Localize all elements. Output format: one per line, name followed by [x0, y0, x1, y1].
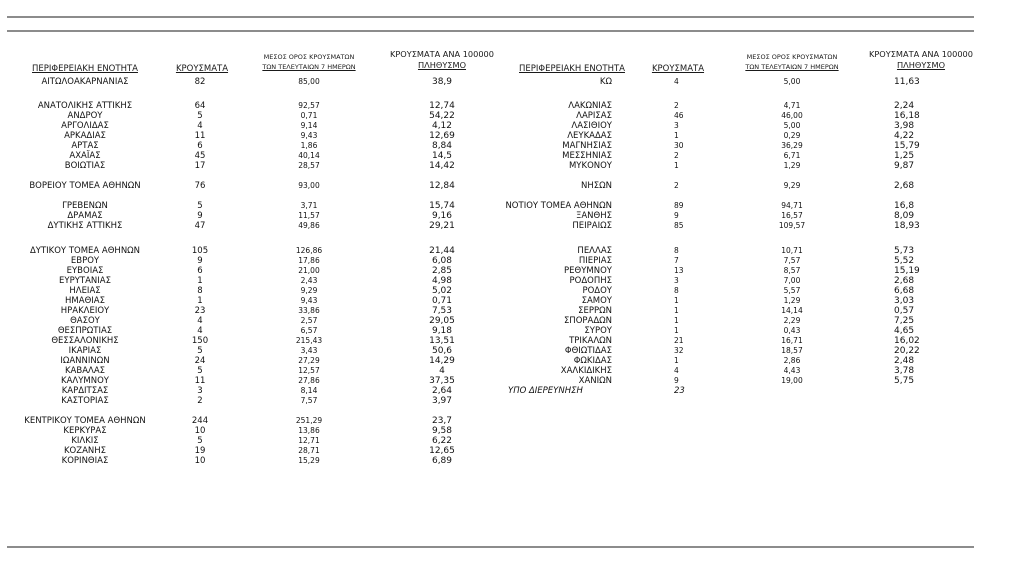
table-row	[0, 446, 512, 456]
cases-value: 13	[674, 266, 684, 275]
avg-7day-value: 9,29	[300, 286, 318, 295]
per-100k-value: 21,44	[429, 246, 455, 256]
table-row	[0, 276, 1000, 286]
region-name: ΞΑΝΘΗΣ	[576, 211, 612, 221]
header-avg-right-1: ΜΕΣΟΣ ΟΡΟΣ ΚΡΟΥΣΜΑΤΩΝ	[746, 53, 838, 61]
cases-value: 89	[674, 201, 684, 210]
per-100k-value: 4,12	[431, 121, 453, 131]
region-name: ΤΡΙΚΑΛΩΝ	[569, 336, 612, 346]
cases-value: 4	[197, 121, 203, 131]
region-name: ΔΥΤΙΚΟΥ ΤΟΜΕΑ ΑΘΗΝΩΝ	[29, 246, 141, 256]
table-row	[0, 366, 1000, 376]
cases-value: 11	[194, 376, 206, 386]
region-name: ΕΒΡΟΥ	[70, 256, 100, 266]
table-row	[0, 456, 512, 466]
per-100k-value: 3,98	[894, 121, 915, 131]
region-name: ΛΑΣΙΘΙΟΥ	[571, 121, 612, 131]
cases-value: 1	[674, 356, 679, 365]
per-100k-value: 16,02	[894, 336, 920, 346]
region-name: ΚΕΝΤΡΙΚΟΥ ΤΟΜΕΑ ΑΘΗΝΩΝ	[24, 416, 146, 426]
avg-7day-value: 40,14	[298, 151, 320, 160]
avg-7day-value: 7,57	[783, 256, 801, 265]
per-100k-value: 2,68	[894, 276, 915, 286]
avg-7day-value: 14,14	[781, 306, 803, 315]
cases-value: 76	[194, 181, 206, 191]
cases-value: 4	[674, 77, 679, 86]
region-name: ΚΟΖΑΝΗΣ	[63, 446, 107, 456]
per-100k-value: 6,22	[431, 436, 453, 446]
avg-7day-value: 6,71	[783, 151, 801, 160]
header-region-right: ΠΕΡΙΦΕΡΕΙΑΚΗ ΕΝΟΤΗΤΑ	[519, 64, 625, 74]
per-100k-value: 15,19	[894, 266, 920, 276]
table-row	[0, 426, 512, 436]
cases-value: 6	[197, 266, 203, 276]
avg-7day-value: 2,57	[300, 316, 318, 325]
region-name: ΧΑΛΚΙΔΙΚΗΣ	[560, 366, 612, 376]
per-100k-value: 50,6	[431, 346, 453, 356]
cases-value: 24	[194, 356, 206, 366]
per-100k-value: 4,65	[894, 326, 915, 336]
cases-value: 47	[194, 221, 206, 231]
avg-7day-value: 9,14	[300, 121, 318, 130]
table-row	[0, 396, 512, 406]
per-100k-value: 20,22	[894, 346, 920, 356]
header-per-left-2: ΠΛΗΘΥΣΜΟ	[417, 60, 467, 70]
table-row	[0, 201, 1000, 211]
table-row	[0, 77, 1000, 87]
cases-value: 1	[674, 161, 679, 170]
region-name: ΥΠΟ ΔΙΕΡΕΥΝΗΣΗ	[508, 386, 583, 396]
header-rule	[7, 30, 974, 32]
cases-value: 45	[194, 151, 206, 161]
region-name: ΑΡΤΑΣ	[71, 141, 99, 151]
region-name: ΔΥΤΙΚΗΣ ΑΤΤΙΚΗΣ	[47, 221, 123, 231]
avg-7day-value: 49,86	[298, 221, 320, 230]
region-name: ΘΕΣΣΑΛΟΝΙΚΗΣ	[51, 336, 119, 346]
header-per-left-1: ΚΡΟΥΣΜΑΤΑ ΑΝΑ 100000	[390, 49, 494, 59]
avg-7day-value: 6,57	[300, 326, 318, 335]
region-name: ΚΑΒΑΛΑΣ	[64, 366, 106, 376]
bottom-rule	[7, 546, 974, 548]
table-row	[0, 131, 1000, 141]
region-name: ΒΟΙΩΤΙΑΣ	[64, 161, 106, 171]
top-rule	[7, 16, 974, 18]
region-name: ΠΙΕΡΙΑΣ	[578, 256, 612, 266]
avg-7day-value: 9,29	[783, 181, 801, 190]
table-row	[0, 356, 1000, 366]
per-100k-value: 38,9	[431, 77, 453, 87]
cases-value: 9	[197, 256, 203, 266]
per-100k-value: 14,42	[429, 161, 455, 171]
avg-7day-value: 18,57	[781, 346, 803, 355]
header-avg-left-2: ΤΩΝ ΤΕΛΕΥΤΑΙΩΝ 7 ΗΜΕΡΩΝ	[262, 63, 356, 71]
per-100k-value: 3,97	[431, 396, 453, 406]
header-region-left: ΠΕΡΙΦΕΡΕΙΑΚΗ ΕΝΟΤΗΤΑ	[32, 64, 138, 74]
cases-value: 10	[194, 426, 206, 436]
per-100k-value: 29,05	[429, 316, 455, 326]
per-100k-value: 2,68	[894, 181, 915, 191]
avg-7day-value: 12,57	[298, 366, 320, 375]
cases-value: 6	[197, 141, 203, 151]
region-name: ΡΕΘΥΜΝΟΥ	[564, 266, 612, 276]
avg-7day-value: 93,00	[298, 181, 320, 190]
avg-7day-value: 3,71	[300, 201, 318, 210]
cases-value: 150	[191, 336, 209, 346]
region-name: ΣΥΡΟΥ	[584, 326, 612, 336]
region-name: ΙΩΑΝΝΙΝΩΝ	[60, 356, 110, 366]
per-100k-value: 6,68	[894, 286, 915, 296]
cases-value: 9	[674, 376, 679, 385]
avg-7day-value: 46,00	[781, 111, 803, 120]
cases-value: 5	[197, 346, 203, 356]
table-row	[0, 416, 512, 426]
cases-value: 1	[674, 326, 679, 335]
region-name: ΚΙΛΚΙΣ	[71, 436, 99, 446]
per-100k-value: 8,09	[894, 211, 915, 221]
table-row	[0, 296, 1000, 306]
avg-7day-value: 9,43	[300, 131, 318, 140]
region-name: ΦΘΙΩΤΙΔΑΣ	[564, 346, 612, 356]
avg-7day-value: 8,57	[783, 266, 801, 275]
avg-7day-value: 13,86	[298, 426, 320, 435]
cases-value: 8	[197, 286, 203, 296]
region-name: ΜΕΣΣΗΝΙΑΣ	[562, 151, 612, 161]
region-name: ΦΩΚΙΔΑΣ	[573, 356, 612, 366]
table-row	[0, 326, 1000, 336]
avg-7day-value: 251,29	[295, 416, 323, 425]
avg-7day-value: 1,86	[300, 141, 318, 150]
cases-value: 1	[674, 296, 679, 305]
region-name: ΛΑΡΙΣΑΣ	[576, 111, 612, 121]
region-name: ΓΡΕΒΕΝΩΝ	[62, 201, 108, 211]
cases-value: 5	[197, 111, 203, 121]
region-name: ΠΕΛΛΑΣ	[577, 246, 612, 256]
avg-7day-value: 12,71	[298, 436, 320, 445]
per-100k-value: 13,51	[429, 336, 455, 346]
avg-7day-value: 92,57	[298, 101, 320, 110]
avg-7day-value: 1,29	[783, 161, 801, 170]
per-100k-value: 15,74	[429, 201, 455, 211]
avg-7day-value: 126,86	[295, 246, 323, 255]
table-row	[0, 246, 1000, 256]
cases-value: 2	[674, 181, 679, 190]
avg-7day-value: 5,00	[783, 77, 801, 86]
per-100k-value: 8,84	[431, 141, 453, 151]
cases-value: 3	[674, 276, 679, 285]
avg-7day-value: 1,29	[783, 296, 801, 305]
cases-value: 2	[674, 101, 679, 110]
avg-7day-value: 27,86	[298, 376, 320, 385]
avg-7day-value: 4,43	[783, 366, 801, 375]
cases-value: 11	[194, 131, 206, 141]
table-row	[0, 221, 1000, 231]
region-name: ΚΑΣΤΟΡΙΑΣ	[61, 396, 109, 406]
per-100k-value: 4,98	[431, 276, 453, 286]
header-per-right-2: ΠΛΗΘΥΣΜΟ	[896, 60, 946, 70]
region-name: ΗΡΑΚΛΕΙΟΥ	[60, 306, 110, 316]
per-100k-value: 16,18	[894, 111, 920, 121]
per-100k-value: 5,52	[894, 256, 915, 266]
region-name: ΕΥΒΟΙΑΣ	[66, 266, 104, 276]
avg-7day-value: 7,57	[300, 396, 318, 405]
region-name: ΘΕΣΠΡΩΤΙΑΣ	[57, 326, 113, 336]
table-row	[0, 141, 1000, 151]
region-name: ΑΡΚΑΔΙΑΣ	[64, 131, 106, 141]
region-name: ΚΟΡΙΝΘΙΑΣ	[61, 456, 109, 466]
table-row	[0, 336, 1000, 346]
table-row	[0, 256, 1000, 266]
per-100k-value: 4,22	[894, 131, 915, 141]
cases-value: 9	[674, 211, 679, 220]
region-name: ΘΑΣΟΥ	[70, 316, 100, 326]
cases-value: 1	[674, 131, 679, 140]
avg-7day-value: 17,86	[298, 256, 320, 265]
region-name: ΚΑΡΔΙΤΣΑΣ	[61, 386, 109, 396]
table-row	[0, 161, 1000, 171]
cases-value: 17	[194, 161, 206, 171]
avg-7day-value: 85,00	[298, 77, 320, 86]
region-name: ΠΕΙΡΑΙΩΣ	[572, 221, 612, 231]
avg-7day-value: 21,00	[298, 266, 320, 275]
cases-value: 244	[191, 416, 209, 426]
per-100k-value: 2,24	[894, 101, 915, 111]
cases-value: 8	[674, 286, 679, 295]
avg-7day-value: 8,14	[300, 386, 318, 395]
per-100k-value: 12,84	[429, 181, 455, 191]
per-100k-value: 2,85	[431, 266, 453, 276]
per-100k-value: 2,64	[431, 386, 453, 396]
region-name: ΣΕΡΡΩΝ	[578, 306, 612, 316]
per-100k-value: 7,25	[894, 316, 915, 326]
avg-7day-value: 4,71	[783, 101, 801, 110]
per-100k-value: 12,65	[429, 446, 455, 456]
cases-value: 64	[194, 101, 206, 111]
region-name: ΧΑΝΙΩΝ	[578, 376, 612, 386]
cases-value: 4	[197, 316, 203, 326]
table-row	[0, 181, 1000, 191]
avg-7day-value: 0,29	[783, 131, 801, 140]
avg-7day-value: 10,71	[781, 246, 803, 255]
per-100k-value: 5,02	[431, 286, 453, 296]
table-row	[0, 111, 1000, 121]
avg-7day-value: 16,57	[781, 211, 803, 220]
region-name: ΕΥΡΥΤΑΝΙΑΣ	[59, 276, 111, 286]
cases-value: 23	[674, 386, 685, 396]
table-row	[0, 266, 1000, 276]
per-100k-value: 5,75	[894, 376, 915, 386]
per-100k-value: 4	[439, 366, 445, 376]
avg-7day-value: 28,71	[298, 446, 320, 455]
region-name: ΡΟΔΟΥ	[582, 286, 612, 296]
per-100k-value: 9,58	[431, 426, 453, 436]
region-name: ΝΗΣΩΝ	[581, 181, 612, 191]
region-name: ΝΟΤΙΟΥ ΤΟΜΕΑ ΑΘΗΝΩΝ	[505, 201, 612, 211]
cases-value: 9	[197, 211, 203, 221]
cases-value: 46	[674, 111, 684, 120]
avg-7day-value: 7,00	[783, 276, 801, 285]
avg-7day-value: 2,43	[300, 276, 318, 285]
avg-7day-value: 11,57	[298, 211, 320, 220]
table-row	[0, 346, 1000, 356]
region-name: ΡΟΔΟΠΗΣ	[569, 276, 612, 286]
per-100k-value: 9,16	[431, 211, 453, 221]
cases-value: 105	[191, 246, 209, 256]
per-100k-value: 16,8	[894, 201, 915, 211]
per-100k-value: 18,93	[894, 221, 920, 231]
cases-value: 32	[674, 346, 684, 355]
cases-value: 7	[674, 256, 679, 265]
cases-value: 30	[674, 141, 684, 150]
avg-7day-value: 16,71	[781, 336, 803, 345]
per-100k-value: 37,35	[429, 376, 455, 386]
per-100k-value: 7,53	[431, 306, 453, 316]
per-100k-value: 0,57	[894, 306, 915, 316]
region-name: ΛΑΚΩΝΙΑΣ	[568, 101, 612, 111]
region-name: ΚΕΡΚΥΡΑΣ	[63, 426, 107, 436]
per-100k-value: 3,78	[894, 366, 915, 376]
cases-value: 8	[674, 246, 679, 255]
avg-7day-value: 15,29	[298, 456, 320, 465]
per-100k-value: 5,73	[894, 246, 915, 256]
cases-value: 1	[674, 306, 679, 315]
avg-7day-value: 2,29	[783, 316, 801, 325]
avg-7day-value: 2,86	[783, 356, 801, 365]
table-row	[0, 436, 512, 446]
per-100k-value: 1,25	[894, 151, 915, 161]
region-name: ΣΠΟΡΑΔΩΝ	[563, 316, 612, 326]
region-name: ΗΜΑΘΙΑΣ	[65, 296, 105, 306]
cases-value: 23	[194, 306, 206, 316]
per-100k-value: 2,48	[894, 356, 915, 366]
avg-7day-value: 0,71	[300, 111, 318, 120]
avg-7day-value: 27,29	[298, 356, 320, 365]
cases-value: 19	[194, 446, 206, 456]
avg-7day-value: 36,29	[781, 141, 803, 150]
region-name: ΒΟΡΕΙΟΥ ΤΟΜΕΑ ΑΘΗΝΩΝ	[29, 181, 141, 191]
per-100k-value: 14,29	[429, 356, 455, 366]
per-100k-value: 23,7	[431, 416, 453, 426]
table-row	[0, 211, 1000, 221]
region-name: ΛΕΥΚΑΔΑΣ	[567, 131, 612, 141]
cases-value: 2	[197, 396, 203, 406]
table-row	[0, 386, 1000, 396]
region-name: ΙΚΑΡΙΑΣ	[68, 346, 102, 356]
cases-value: 10	[194, 456, 206, 466]
header-cases-right: ΚΡΟΥΣΜΑΤΑ	[651, 64, 705, 74]
per-100k-value: 6,08	[431, 256, 453, 266]
cases-value: 3	[197, 386, 203, 396]
header-avg-right-2: ΤΩΝ ΤΕΛΕΥΤΑΙΩΝ 7 ΗΜΕΡΩΝ	[745, 63, 839, 71]
avg-7day-value: 19,00	[781, 376, 803, 385]
per-100k-value: 12,74	[429, 101, 455, 111]
avg-7day-value: 94,71	[781, 201, 803, 210]
region-name: ΑΝΑΤΟΛΙΚΗΣ ΑΤΤΙΚΗΣ	[37, 101, 133, 111]
avg-7day-value: 5,57	[783, 286, 801, 295]
cases-value: 1	[197, 296, 203, 306]
per-100k-value: 15,79	[894, 141, 920, 151]
per-100k-value: 29,21	[429, 221, 455, 231]
table-row	[0, 151, 1000, 161]
per-100k-value: 9,87	[894, 161, 915, 171]
region-name: ΑΧΑΪΑΣ	[69, 151, 101, 161]
avg-7day-value: 33,86	[298, 306, 320, 315]
region-name: ΚΑΛΥΜΝΟΥ	[61, 376, 109, 386]
header-avg-left-1: ΜΕΣΟΣ ΟΡΟΣ ΚΡΟΥΣΜΑΤΩΝ	[263, 53, 355, 61]
per-100k-value: 12,69	[429, 131, 455, 141]
avg-7day-value: 28,57	[298, 161, 320, 170]
cases-value: 1	[674, 316, 679, 325]
table-row	[0, 101, 1000, 111]
cases-value: 2	[674, 151, 679, 160]
table-row	[0, 376, 1000, 386]
region-name: ΚΩ	[599, 77, 612, 87]
header-cases-left: ΚΡΟΥΣΜΑΤΑ	[175, 64, 229, 74]
region-name: ΑΝΔΡΟΥ	[67, 111, 103, 121]
cases-value: 82	[194, 77, 206, 87]
avg-7day-value: 0,43	[783, 326, 801, 335]
region-name: ΑΙΤΩΛΟΑΚΑΡΝΑΝΙΑΣ	[41, 77, 129, 87]
cases-value: 1	[197, 276, 203, 286]
per-100k-value: 9,18	[431, 326, 453, 336]
per-100k-value: 14,5	[431, 151, 453, 161]
table-row	[0, 286, 1000, 296]
cases-value: 4	[674, 366, 679, 375]
region-name: ΑΡΓΟΛΙΔΑΣ	[61, 121, 109, 131]
avg-7day-value: 5,00	[783, 121, 801, 130]
header-per-right-1: ΚΡΟΥΣΜΑΤΑ ΑΝΑ 100000	[869, 49, 973, 59]
cases-value: 85	[674, 221, 684, 230]
per-100k-value: 6,89	[431, 456, 453, 466]
table-row	[0, 306, 1000, 316]
table-row	[0, 121, 1000, 131]
cases-value: 21	[674, 336, 684, 345]
cases-value: 5	[197, 201, 203, 211]
cases-value: 3	[674, 121, 679, 130]
region-name: ΜΥΚΟΝΟΥ	[568, 161, 612, 171]
per-100k-value: 54,22	[429, 111, 455, 121]
region-name: ΜΑΓΝΗΣΙΑΣ	[562, 141, 612, 151]
cases-value: 5	[197, 366, 203, 376]
avg-7day-value: 215,43	[295, 336, 323, 345]
per-100k-value: 11,63	[894, 77, 920, 87]
avg-7day-value: 109,57	[778, 221, 806, 230]
per-100k-value: 3,03	[894, 296, 915, 306]
per-100k-value: 0,71	[431, 296, 453, 306]
region-name: ΣΑΜΟΥ	[581, 296, 612, 306]
avg-7day-value: 3,43	[300, 346, 318, 355]
region-name: ΔΡΑΜΑΣ	[67, 211, 103, 221]
cases-value: 5	[197, 436, 203, 446]
region-name: ΗΛΕΙΑΣ	[69, 286, 101, 296]
table-row	[0, 316, 1000, 326]
avg-7day-value: 9,43	[300, 296, 318, 305]
cases-value: 4	[197, 326, 203, 336]
